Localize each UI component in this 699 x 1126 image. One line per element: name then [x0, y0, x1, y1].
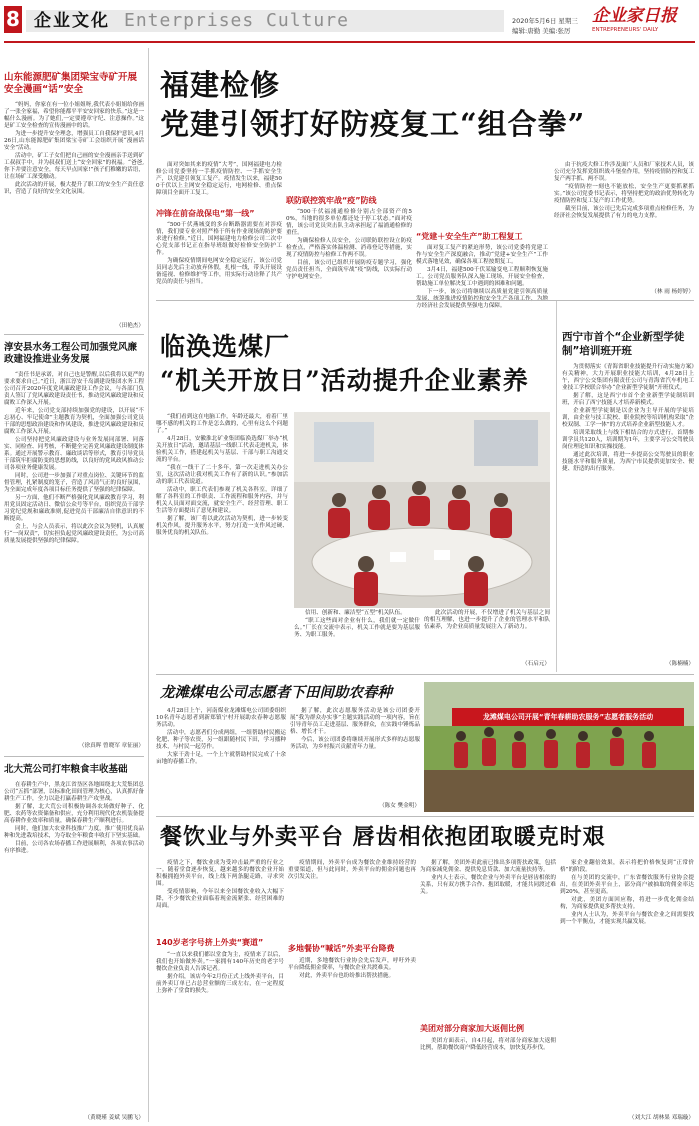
- article-credit: （黄晓瑾 姜斌 吴鹏飞）: [84, 1115, 144, 1121]
- volunteer-col-1: [156, 708, 286, 810]
- paragraph: 下一步，该公司将继续以高质量党建引领高质量发展，统筹推进疫情防控和安全生产各项工作，为地方经济社会发展提供坚强电力保障。: [416, 289, 548, 309]
- paragraph: 今后，该公司团委将继续开展形式多样的志愿服务活动，为乡村振兴贡献青年力量。: [290, 737, 420, 750]
- subhead: 冲锋在前奋战保电“第一线”: [156, 209, 255, 218]
- paragraph: 在春耕生产中，黑龙江省垦区各地围绕北大荒集团总公司“五抓”部署，以标准化田间管理为核心，认真抓好备耕生产工作，全力以赴打赢春耕生产攻坚战。: [4, 782, 144, 802]
- column-text: [290, 708, 420, 798]
- middle-story-bottom-col-2: [424, 610, 550, 668]
- column-text: [420, 1038, 556, 1118]
- paragraph: 业内人士表示，餐饮企业与外卖平台是唇齿相依的关系，只有双方携手合作、抱团取暖，才能共同渡过难关。: [420, 875, 556, 895]
- article-body: [4, 102, 144, 324]
- bottom-story-headline: 餐饮业与外卖平台 唇齿相依抱团取暖克时艰: [160, 824, 606, 850]
- article-body: [4, 782, 144, 1104]
- article-credit: （陈楠楠）: [666, 661, 694, 667]
- paragraph: 为确保检修人员安全，公司联防联控设立防疫检查点，严格落实体温检测、消毒登记等措施，实现了疫情防控与检修工作两不误。: [286, 238, 412, 258]
- paragraph: 对此，美团方面回应称，将进一步优化佣金结构，为商家提供更多帮扶支持。: [560, 897, 694, 910]
- newspaper-logo: 企业家日报: [592, 6, 677, 26]
- paragraph: 疫情期间，外卖平台成为餐饮企业维持经营的重要渠道，但与此同时，外卖平台的佣金问题也再次引发关注。: [288, 860, 416, 880]
- newspaper-logo-en: ENTREPRENEURS' DAILY: [592, 27, 659, 33]
- bottom-col-4: [560, 860, 694, 1122]
- volunteer-photo: [424, 682, 694, 812]
- paragraph: 为贯彻落实《青海省职业技能提升行动实施方案》有关精神，大力开展职业技能大培训，4月28日上午，西宁公交集团有限责任公司与青海省汽车机电工业技工学校联合举办“企业新型学徒制”开班仪式。: [562, 364, 694, 391]
- paragraph: 据了解，这是西宁市首个企业新型学徒制培训班，开启了西宁技能人才培养新模式。: [562, 393, 694, 406]
- paragraph: 截至目前，该公司已先后完成多项重点检修任务，为经济社会恢复发展提供了有力的电力支撑。: [554, 206, 694, 219]
- top-story-col-2: [286, 162, 412, 296]
- bottom-col-3: [420, 860, 556, 1122]
- meeting-photo: [294, 412, 550, 608]
- column-text: [156, 414, 288, 668]
- article-title: 西宁市首个“企业新型学徒制”培训班开班: [562, 331, 685, 357]
- paragraph: 据了解，美团外卖此前已推出多项帮扶政策，包括为商家减免佣金、提供免息贷款、加大流量扶持等。: [420, 860, 556, 873]
- paragraph: 此次活动的开展，不仅增进了机关与基层之间的相互理解，也进一步提升了企业的管理水平和队伍素养，为企业高质量发展注入了新动力。: [424, 610, 550, 630]
- article-body: [562, 364, 694, 654]
- column-text: [294, 610, 420, 639]
- left-article-1: [4, 72, 144, 330]
- paragraph: “我在一线干了二十多年，第一次走进机关办公室，这次活动让我对机关工作有了新的认识。”参加活动的职工代表说道。: [156, 465, 288, 485]
- paragraph: 4月28日上午，河南煤业龙滩煤电公司团委组织10名青年志愿者到新郑镇宁村开展助农春种志愿服务活动。: [156, 708, 286, 728]
- paragraph: “责任书是承诺，对自己也是警醒,以后我将以更严的要求要求自己。”近日，浙江淳安千岛湖建设集团水务工程公司召开2020年度党风廉政建设工作会议，与各部门负责人签订了党风廉政建设责任书，推动党风廉政建设和反腐败工作深入开展。: [4, 372, 144, 406]
- column-text: [156, 162, 282, 206]
- headline-line-1: 临涣选煤厂: [160, 332, 291, 361]
- paragraph: 通过此次培训，将进一步提高公交驾驶员的职业技能水平和服务质量，为西宁市民提供更加安全、便捷、舒适的出行服务。: [562, 452, 694, 472]
- subhead: 140岁老字号挤上外卖“赛道”: [156, 938, 264, 947]
- meeting-photo-image: [294, 412, 550, 608]
- subhead: 联防联控筑牢战“疫”防线: [286, 196, 377, 205]
- top-story-divider: [156, 300, 694, 301]
- paragraph: “疫情防控一刻也不能放松，安全生产更要抓紧抓实。”该公司党委书记表示，将坚持把党的政治优势转化为疫情防控和复工复产的工作优势。: [554, 184, 694, 204]
- paragraph: 面对复工复产的紧迫形势，该公司党委将党建工作与安全生产深度融合，推动“党建+安全生产”工作模式落地见效，确保各项工程按期复工。: [416, 245, 548, 265]
- paragraph: 大家干劲十足，一个上午就帮助村民完成了十余亩地的春播工作。: [156, 752, 286, 765]
- middle-story-headline: [160, 330, 550, 410]
- headline-line-1: 福建检修: [160, 68, 281, 102]
- paragraph: 业内人士认为，外卖平台与餐饮企业之间需要找到一个平衡点，才能实现共赢发展。: [560, 912, 694, 925]
- article-title: 淳安县水务工程公司加强党风廉政建设推进业务发展: [4, 342, 138, 365]
- paragraph: 公司坚持把党风廉政建设与业务发展同部署、同落实、同检查、同考核，不断健全完善党风廉政建设制度体系。通过开展警示教育、廉政谈话等形式，教育引导党员干部筑牢拒腐防变的思想防线，以良好的党风政风推动公司各项业务健康发展。: [4, 437, 144, 471]
- paragraph: 对此，外卖平台也纷纷推出帮扶措施。: [299, 973, 395, 979]
- column-text: [156, 708, 286, 766]
- header-divider: [4, 41, 695, 43]
- article-credit: （林 雨 杨婷婷）: [651, 289, 694, 295]
- column-text: [554, 162, 694, 286]
- volunteer-col-2: [290, 708, 420, 810]
- subhead: 美团对部分商家加大返佣比例: [420, 1024, 524, 1033]
- paragraph: 目前，公司各农场春播工作进展顺利，各项农事活动有序推进。: [4, 841, 144, 854]
- left-divider-1: [4, 334, 144, 335]
- paragraph: 为进一步提升安全理念，增强员工自我保护意识,4月26日,山东能源肥矿集团梁宝寺矿工会组织开展“漫画话安全”活动。: [4, 131, 144, 151]
- paragraph: 同时，他们加大农业科技推广力度，推广使用优良品种和先进栽培技术，为夺取全年粮食丰收打下坚实基础。: [4, 826, 144, 839]
- paragraph: 疫情之下，餐饮业成为受冲击最严重的行业之一。随着堂食逐步恢复，越来越多的餐饮企业开始积极拥抱外卖平台，线上线下两条腿走路，寻求突围。: [156, 860, 284, 887]
- paragraph: 受疫情影响，今年以来全国餐饮业收入大幅下降，不少餐饮企业面临着现金流紧张、经营困难的局面。: [156, 889, 284, 909]
- column-text: [288, 860, 416, 940]
- right-article-1: [562, 330, 694, 668]
- subhead: “党建＋安全生产”助工程复工: [416, 232, 523, 241]
- paragraph: 此次活动的开展，极大提升了职工的安全生产责任意识，营造了良好的安全文化氛围。: [4, 182, 144, 195]
- issue-date: 2020年5月6日 星期三: [512, 17, 578, 25]
- paragraph: 企业新型学徒制是以企业为主导开展的学徒培训，由企业与技工院校、职业院校等培训机构采取“企校双制、工学一体”的方式培养企业新型技能人才。: [562, 408, 694, 428]
- paragraph: 活动中，职工代表们参观了机关各科室，详细了解了各科室的工作职责、工作流程和服务内容，并与机关人员面对面交流，就安全生产、经营管理、职工生活等方面提出了意见和建议。: [156, 487, 288, 514]
- right-column-rule: [556, 300, 557, 672]
- top-story-col-4: [554, 162, 694, 296]
- paragraph: 面对突如其来的疫情“大考”，国网福建电力检修公司党委坚持一手抓疫情防控、一手抓安全生产，以党建引领复工复产。疫情发生以来，福建500千伏以上主网安全稳定运行，电网检修、重点保障项目全面开工复工。: [156, 162, 282, 196]
- paragraph: 4月28日，安徽淮北矿业集团临涣选煤厂举办“机关开放日”活动，邀请基层一线职工代表走进机关，体验机关工作，搭建起机关与基层、干部与职工沟通交流的平台。: [156, 436, 288, 463]
- left-article-2: [4, 342, 144, 750]
- middle-divider: [156, 674, 694, 675]
- article-body: [4, 372, 144, 732]
- paragraph: 同时，公司进一步加强了对重点岗位、关键环节的监督管理，扎紧制度的笼子，营造了风清气正的良好氛围，为全面完成年度各项目标任务提供了坚强的纪律保障。: [4, 473, 144, 493]
- volunteer-photo-image: [424, 682, 694, 812]
- page-number: 8: [6, 7, 20, 31]
- paragraph: 3月4日，福建500千伏某输变电工程顺利恢复施工。公司党员服务队深入施工现场，开展安全检查，帮助施工单位解决复工中遇到的困难和问题。: [416, 267, 548, 287]
- section-title-en: Enterprises Culture: [124, 10, 349, 31]
- section-title-cn: 企业文化: [34, 11, 110, 31]
- paragraph: 活动中，志愿者们分成两组，一组帮助村民搬运化肥、种子等农资，另一组跟随村民下田，学习播种技术，与村民一起劳作。: [156, 730, 286, 750]
- article-title: 北大荒公司打牢粮食丰收基础: [4, 764, 128, 775]
- column-text: [420, 860, 556, 1020]
- column-text: [424, 610, 550, 658]
- column-text: [156, 952, 284, 1116]
- headline-line-2: 党建引领打好防疫复工“组合拳”: [160, 107, 586, 141]
- top-story-headline: [160, 66, 695, 156]
- paragraph: 据了解，北大荒公司积极协调各农场做好种子、化肥、农药等农资储备和供应，充分利用现代化农机装备提高春耕作业效率和质量，确保春耕生产顺利进行。: [4, 804, 144, 824]
- left-column-rule: [148, 48, 149, 1122]
- page-number-badge: [4, 6, 22, 33]
- paragraph: 信用、创新和、廉洁型“五型”机关队伍。: [305, 610, 406, 616]
- paragraph: “500千伏福浦通检修分别占全部资产的50%，当地的很多单位都还处于停工状态。”面对疫情，该公司党员突击队主动承担起了福浦通检修的重任。: [286, 209, 412, 236]
- header-bar: [0, 0, 699, 44]
- article-credit: （徐真晖 曾晓军 章征丽）: [78, 743, 144, 749]
- volunteer-banner-text: 龙滩煤电公司开展“青年春耕助农服务”志愿者服务活动: [482, 713, 654, 721]
- paragraph: 近期，多地餐饮行业协会先后发声，呼吁外卖平台降低佣金费率，与餐饮企业共渡难关。: [288, 958, 416, 971]
- paragraph: 家企业翻倍效果，表示将把价格恢复到“正常价格”的阶段。: [560, 860, 694, 873]
- paragraph: 由于抗疫大修工作涉及面广人员和厂家技术人员，该公司充分发挥党组织战斗堡垒作用，坚持疫情防控和复工复产两手抓、两不误。: [554, 162, 694, 182]
- paragraph: 近年来，公司党支部持续加强党的建设，以开展“不忘初心、牢记使命”主题教育为契机，全面加强公司党员干部的思想政治建设和作风建设，推进党风廉政建设和反腐败工作深入开展。: [4, 408, 144, 435]
- bottom-col-1: [156, 860, 284, 1122]
- paragraph: 在与美团的交流中，广东省餐饮服务行业协会提出，在美团外卖平台上，部分商户被抽取的佣金率达到20%，甚至更高。: [560, 875, 694, 895]
- column-text: [286, 209, 412, 293]
- paragraph: “妈妈，你家在有一位小姐姐呀,我代表小姐姐给你画了一张全家福，希望你能都平平安安回家的快乐。”这是一幅什么漫画。为了她们,一定要遵章守纪、注意操作。”这是矿工安全检查的宣传漫画中的话。: [4, 102, 144, 129]
- article-credit: （田艳杰）: [116, 323, 144, 329]
- volunteer-divider: [156, 816, 694, 817]
- paragraph: 美团方面表示，自4月起，将对部分商家加大返佣比例，帮助餐饮商户降低经营成本，加快复苏步伐。: [420, 1038, 556, 1051]
- editor-line: 编辑:唐勤 美编:张厉: [512, 27, 571, 35]
- paragraph: “我们看到这在电脑工作，年龄还最大，看着厂里哪不感的机关的工作是怎么做的，心里有这么个问题了。”: [156, 414, 288, 434]
- paragraph: 据了解，该厂将以此次活动为契机，进一步转变机关作风，提升服务水平，努力打造一支作风过硬、服务优良的机关队伍。: [156, 516, 288, 536]
- paragraph: 会上，与会人员表示，将以此次会议为契机，认真履行“一岗双责”，切实担负起党风廉政建设责任，为公司高质量发展提供坚强的纪律保障。: [4, 524, 144, 544]
- left-article-3: [4, 764, 144, 1122]
- paragraph: “职工这些面对企业有什么，我们就一定做什么。”厂长在交流中表示，机关工作就是要为基层服务、为职工服务。: [294, 618, 420, 638]
- middle-story-bottom-col-1: [294, 610, 420, 668]
- paragraph: 另一方面，他们不断严格强化党风廉政教育学习，利用党员固定活动日、微信公众号等平台，组织党员干部学习党纪党规和廉政准则,促进党员干部廉洁自律意识的不断提高。: [4, 495, 144, 522]
- left-divider-2: [4, 756, 144, 757]
- column-text: [416, 245, 548, 309]
- column-text: [288, 958, 416, 1114]
- headline-line-2: “机关开放日”活动提升企业素养: [160, 366, 529, 395]
- article-credit: （陈女 樊金明）: [379, 803, 420, 809]
- column-text: [560, 860, 694, 1110]
- column-text: [156, 222, 282, 296]
- paragraph: 培训采取线上与线下相结合的方式进行，首期参训学员共120人，培训期为1年，主要学习公交驾驶员岗位理论知识和实操技能。: [562, 430, 694, 450]
- subhead: 多地餐协“喊话”外卖平台降费: [288, 944, 395, 953]
- article-credit: （刘大江 胡林果 邓瑞璇）: [628, 1115, 694, 1121]
- paragraph: “一直以来我们都以堂食为主，疫情来了以后，我们也开始做外卖。”一家拥有140年历史的老字号餐饮企业负责人告诉记者。: [156, 952, 284, 972]
- paragraph: 为确保疫情期间电网安全稳定运行，该公司党员同志先后主动放弃休假，扎根一线，带头开展设备巡视、检修维护等工作，用实际行动诠释了共产党员的责任与担当。: [156, 258, 282, 285]
- paragraph: 据了解，此次志愿服务活动是该公司团委开展“我为群众办实事”主题实践活动的一项内容，旨在引导青年员工走进基层、服务群众，在实践中锤炼品格、增长才干。: [290, 708, 420, 735]
- bottom-col-2: [288, 860, 416, 1122]
- paragraph: 据介绍，该店今年2月份正式上线外卖平台，目前外卖订单已占总营业额的三成左右，在一定程度上弥补了堂食的损失。: [156, 974, 284, 994]
- paragraph: “500千伏燕城变的多台断路器需要在对涉疫情，我们要专业对照严格于所有作业现场的防护要求进行检修。”近日，国网福建电力检修公司二次中心党支部书记正在指导班组做好检修安全防护工作。: [156, 222, 282, 256]
- middle-story-text: [156, 414, 288, 668]
- paragraph: 活动中，矿工子女们把自己画的安全漫画亲手送到矿工叔叔手中，并为叔叔们送上“安全回家”的祝福。“爸爸,你下井要注意安全，每天早点回家!”孩子们稚嫩的话语，让在场矿工深受触动。: [4, 153, 144, 180]
- article-credit: （石启元）: [522, 661, 550, 667]
- volunteer-headline: 龙滩煤电公司志愿者下田间助农春种: [160, 685, 392, 701]
- article-title: 山东能源肥矿集团梁宝寺矿开展安全漫画“话”安全: [4, 72, 138, 95]
- column-text: [156, 860, 284, 934]
- top-story-col-3: [416, 162, 548, 309]
- paragraph: 目前，该公司已组织开展防疫专题学习，强化党员责任担当，全面筑牢战“疫”防线，以实际行动守护电网安全。: [286, 260, 412, 280]
- top-story-col-1: [156, 162, 282, 296]
